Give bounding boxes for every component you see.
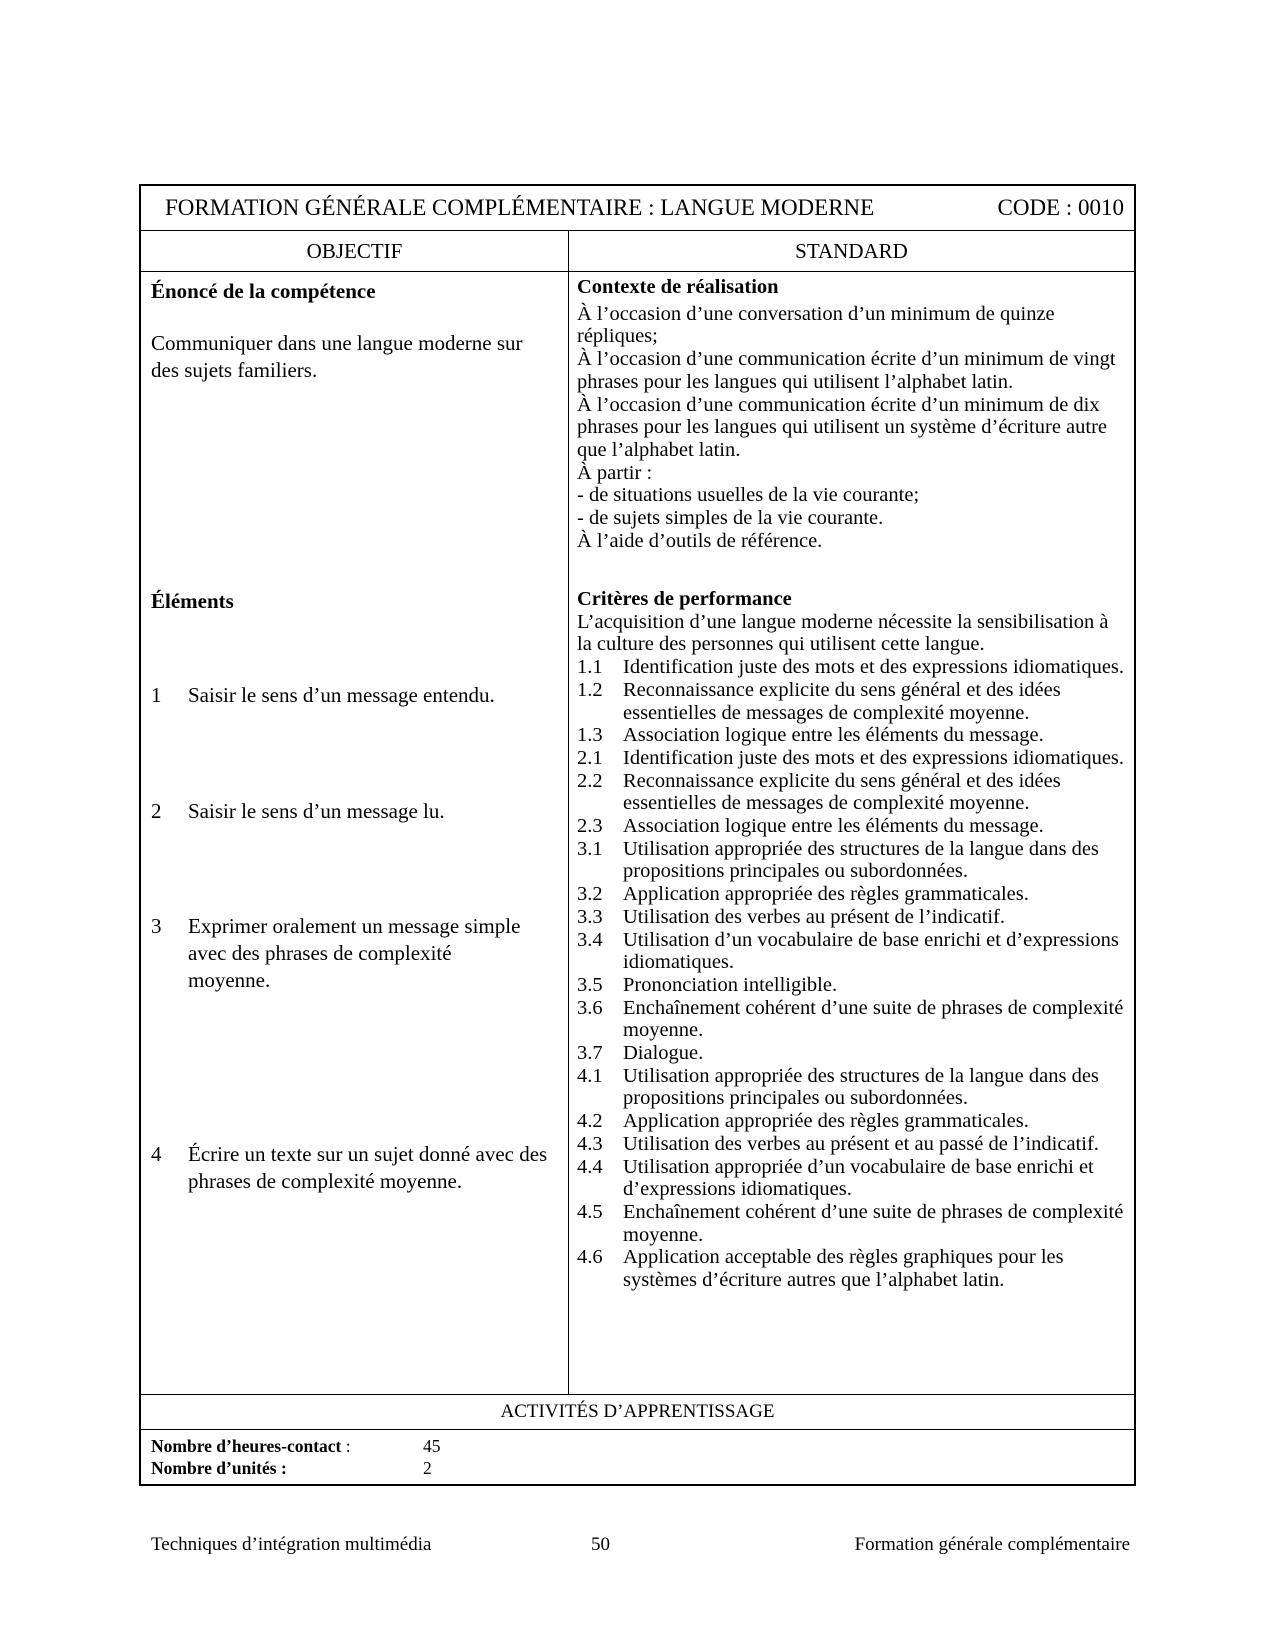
element-text: Saisir le sens d’un message entendu.: [188, 683, 495, 707]
critere-text: Application appropriée des règles grammaticales.: [623, 883, 1029, 906]
critere-number: 2.2: [577, 769, 603, 792]
contexte-section: [577, 276, 1126, 552]
critere-number: 2.3: [577, 815, 603, 838]
heures-contact-row: [151, 1435, 441, 1457]
contexte-line: À l’occasion d’une conversation d’un minimum de quinze répliques;: [577, 302, 1055, 348]
heures-contact-separator: :: [341, 1436, 351, 1456]
critere-number: 3.1: [577, 837, 603, 860]
critere-item: [577, 1065, 1126, 1110]
critere-item: [577, 838, 1126, 883]
critere-item: [577, 1201, 1126, 1246]
critere-item: [577, 815, 1126, 838]
critere-item: [577, 997, 1126, 1042]
heures-contact-label: Nombre d’heures-contact: [151, 1436, 342, 1456]
critere-text: Reconnaissance explicite du sens général et des idées essentielles de messages de complexité moyenne.: [623, 769, 1061, 815]
critere-text: Reconnaissance explicite du sens général et des idées essentielles de messages de complexité moyenne.: [623, 678, 1061, 724]
page-title: FORMATION GÉNÉRALE COMPLÉMENTAIRE : LANGUE MODERNE: [165, 195, 875, 220]
contexte-line: À l’aide d’outils de référence.: [577, 529, 823, 552]
critere-item: [577, 1246, 1126, 1291]
criteres-section: [577, 588, 1126, 1292]
contexte-bullet: - de sujets simples de la vie courante.: [577, 507, 884, 530]
element-item-2: [151, 798, 551, 825]
critere-number: 2.1: [577, 746, 603, 769]
critere-number: 4.2: [577, 1110, 603, 1133]
critere-number: 1.3: [577, 724, 603, 747]
criteres-intro: L’acquisition d’une langue moderne nécessite la sensibilisation à la culture des personnes qui utilisent cette langue.: [577, 610, 1109, 656]
critere-item: [577, 906, 1126, 929]
element-text: Écrire un texte sur un sujet donné avec des phrases de complexité moyenne.: [188, 1142, 548, 1193]
unites-value: 2: [423, 1458, 432, 1478]
critere-item: [577, 1110, 1126, 1133]
element-number: 4: [151, 1142, 162, 1166]
critere-number: 4.3: [577, 1132, 603, 1155]
critere-number: 3.6: [577, 996, 603, 1019]
critere-number: 3.2: [577, 883, 603, 906]
element-number: 3: [151, 914, 162, 938]
critere-item: [577, 974, 1126, 997]
unites-label: Nombre d’unités :: [151, 1458, 287, 1478]
enonce-text: Communiquer dans une langue moderne sur des sujets familiers.: [151, 331, 523, 382]
title-row: [141, 186, 1134, 231]
element-item-3: [151, 913, 539, 994]
critere-item: [577, 1156, 1126, 1201]
standard-column: [569, 272, 1134, 1394]
element-number: 1: [151, 683, 162, 707]
element-text: Saisir le sens d’un message lu.: [188, 799, 445, 823]
column-header-objectif: OBJECTIF: [141, 231, 569, 271]
footer-right: Formation générale complémentaire: [854, 1534, 1130, 1555]
critere-number: 3.7: [577, 1042, 603, 1065]
critere-number: 3.5: [577, 973, 603, 996]
critere-item: [577, 747, 1126, 770]
course-meta: [151, 1435, 441, 1479]
critere-item: [577, 724, 1126, 747]
critere-text: Enchaînement cohérent d’une suite de phrases de complexité moyenne.: [623, 996, 1124, 1042]
critere-text: Identification juste des mots et des expressions idiomatiques.: [623, 746, 1125, 769]
critere-item: [577, 656, 1126, 679]
element-number: 2: [151, 799, 162, 823]
critere-text: Utilisation des verbes au présent et au passé de l’indicatif.: [623, 1132, 1099, 1155]
contexte-line: À partir :: [577, 461, 653, 484]
heures-contact-value: 45: [423, 1436, 441, 1456]
critere-item: [577, 883, 1126, 906]
critere-number: 3.4: [577, 928, 603, 951]
critere-text: Prononciation intelligible.: [623, 973, 838, 996]
activites-heading: ACTIVITÉS D’APPRENTISSAGE: [141, 1395, 1134, 1430]
critere-text: Dialogue.: [623, 1042, 704, 1065]
critere-item: [577, 1133, 1126, 1156]
element-text: Exprimer oralement un message simple avec des phrases de complexité moyenne.: [188, 914, 521, 992]
footer-left: Techniques d’intégration multimédia: [151, 1534, 432, 1555]
objectif-column: [141, 272, 569, 1394]
critere-number: 4.4: [577, 1155, 603, 1178]
critere-item: [577, 679, 1126, 724]
element-item-1: [151, 682, 551, 709]
contexte-heading: Contexte de réalisation: [577, 276, 779, 298]
column-headers: [141, 231, 1134, 272]
critere-text: Association logique entre les éléments du message.: [623, 724, 1044, 747]
contexte-line: À l’occasion d’une communication écrite d’un minimum de dix phrases pour les langues qui utilisent un système d’écriture autre que l’alphabet latin.: [577, 393, 1108, 461]
unites-row: [151, 1457, 432, 1479]
elements-heading: Éléments: [151, 589, 234, 613]
critere-number: 4.6: [577, 1246, 603, 1269]
critere-number: 4.1: [577, 1064, 603, 1087]
competency-table: [139, 184, 1136, 1486]
critere-item: [577, 929, 1126, 974]
critere-text: Application appropriée des règles grammaticales.: [623, 1110, 1029, 1133]
critere-text: Utilisation appropriée des structures de la langue dans des propositions principales ou subordonnées.: [623, 837, 1099, 883]
critere-text: Utilisation appropriée des structures de la langue dans des propositions principales ou subordonnées.: [623, 1064, 1099, 1110]
column-header-standard: STANDARD: [795, 239, 908, 263]
critere-text: Utilisation d’un vocabulaire de base enrichi et d’expressions idiomatiques.: [623, 928, 1119, 974]
contexte-bullet: - de situations usuelles de la vie courante;: [577, 484, 920, 507]
contexte-line: À l’occasion d’une communication écrite d’un minimum de vingt phrases pour les langues qui utilisent l’alphabet latin.: [577, 348, 1116, 393]
critere-text: Identification juste des mots et des expressions idiomatiques.: [623, 656, 1125, 679]
critere-text: Application acceptable des règles graphiques pour les systèmes d’écriture autres que l’alphabet latin.: [623, 1246, 1064, 1292]
footer-page-number: 50: [591, 1534, 610, 1555]
critere-item: [577, 1042, 1126, 1065]
critere-number: 4.5: [577, 1200, 603, 1223]
critere-number: 1.1: [577, 656, 603, 679]
critere-text: Utilisation des verbes au présent de l’indicatif.: [623, 905, 1005, 928]
critere-text: Utilisation appropriée d’un vocabulaire de base enrichi et d’expressions idiomatiques.: [623, 1155, 1094, 1201]
critere-number: 1.2: [577, 678, 603, 701]
critere-item: [577, 770, 1126, 815]
critere-text: Enchaînement cohérent d’une suite de phrases de complexité moyenne.: [623, 1200, 1124, 1246]
element-item-4: [151, 1141, 551, 1195]
criteres-heading: Critères de performance: [577, 588, 792, 610]
critere-number: 3.3: [577, 905, 603, 928]
course-code: CODE : 0010: [997, 195, 1124, 220]
critere-text: Association logique entre les éléments du message.: [623, 815, 1044, 838]
enonce-heading: Énoncé de la compétence: [151, 279, 376, 303]
content-row: [141, 272, 1134, 1395]
